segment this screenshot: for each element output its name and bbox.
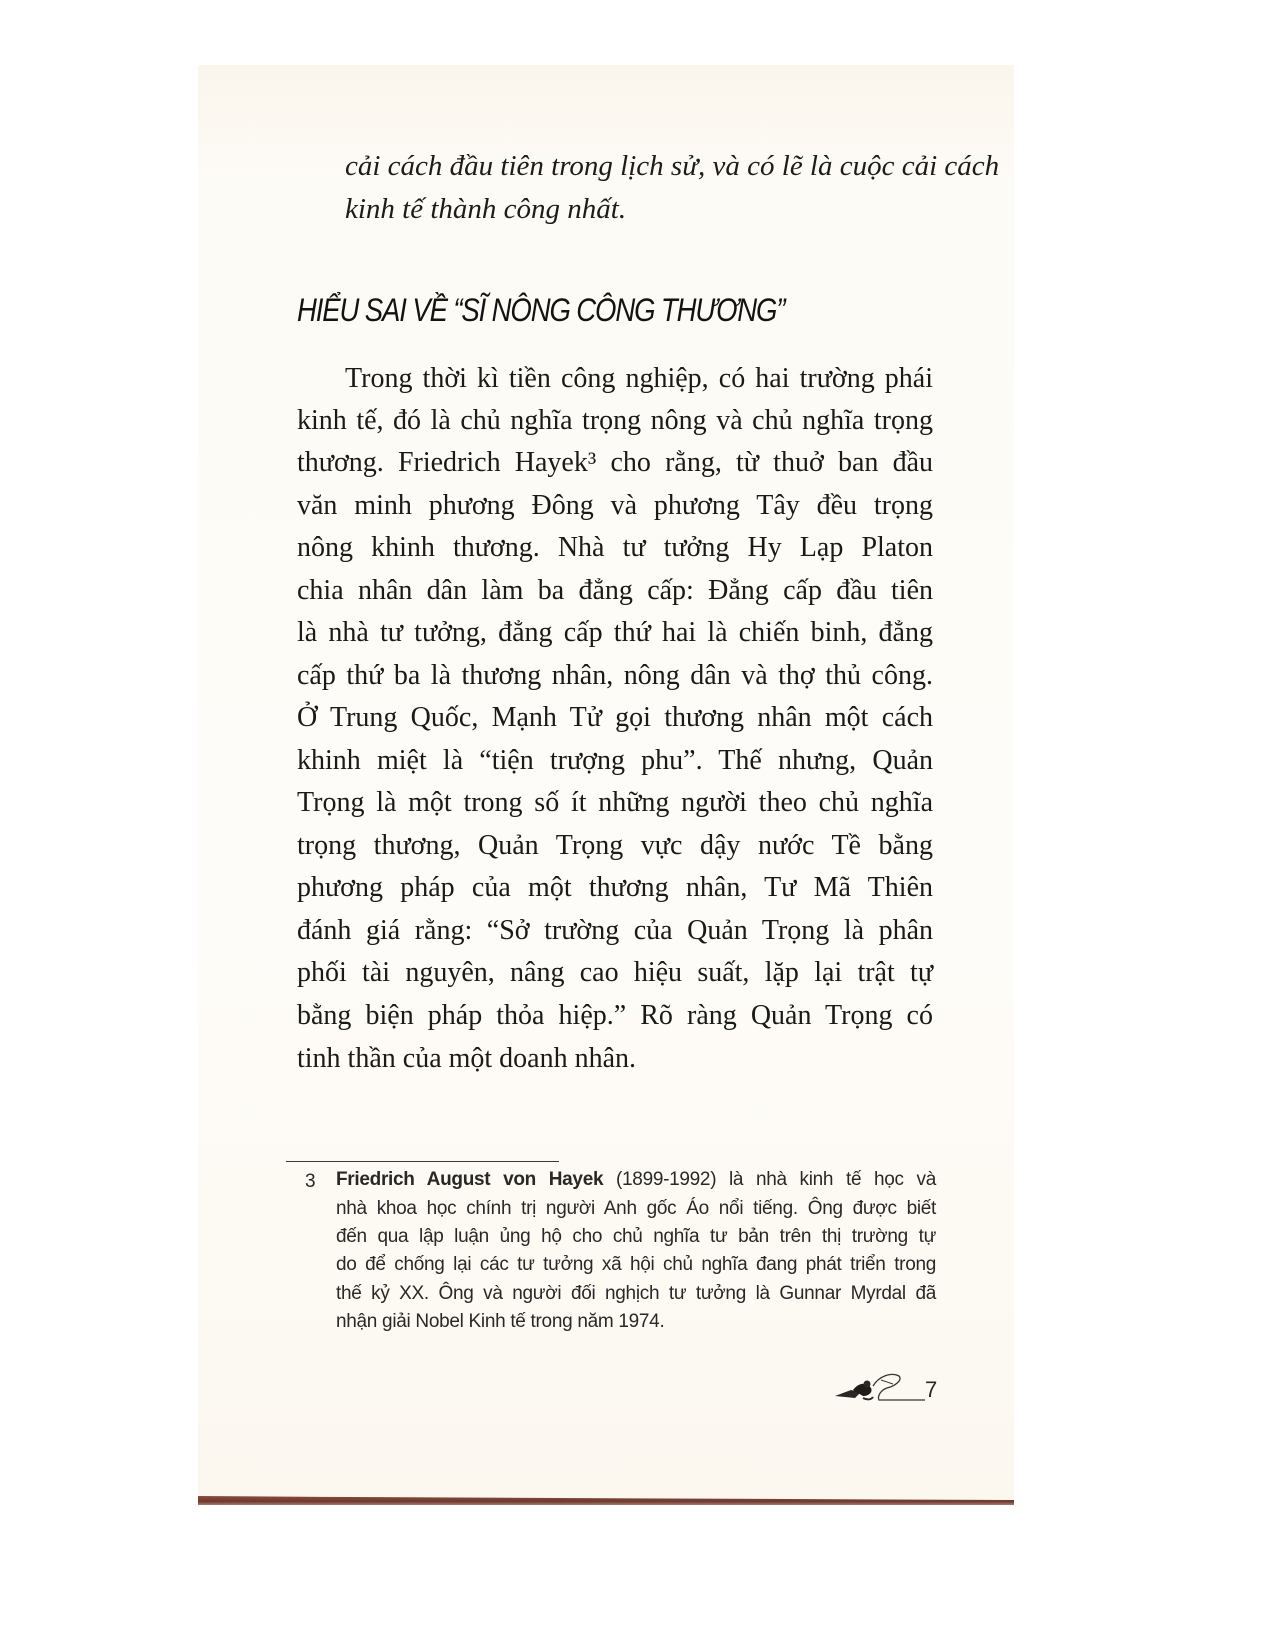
section-heading: HIỂU SAI VỀ “SĨ NÔNG CÔNG THƯƠNG” xyxy=(297,292,785,328)
footnote-line: nhận giải Nobel Kinh tế trong năm 1974. xyxy=(336,1311,665,1332)
paragraph-line: nông khinh thương. Nhà tư tưởng Hy Lạp Platon xyxy=(297,532,933,563)
paragraph-line: phối tài nguyên, nâng cao hiệu suất, lặp lại trật tự xyxy=(297,957,933,988)
paragraph-line: tinh thần của một doanh nhân. xyxy=(297,1043,637,1074)
paragraph-line: văn minh phương Đông và phương Tây đều trọng xyxy=(297,490,933,521)
footnote-line: thế kỷ XX. Ông và người đối nghịch tư tưởng là Gunnar Myrdal đã xyxy=(336,1283,936,1304)
page-number: 7 xyxy=(925,1377,938,1402)
paragraph-line: thương. Friedrich Hayek³ cho rằng, từ thuở ban đầu xyxy=(297,447,933,478)
footnote-line: nhà khoa học chính trị người Anh gốc Áo nổi tiếng. Ông được biết xyxy=(336,1198,936,1219)
paragraph-line: kinh tế, đó là chủ nghĩa trọng nông và chủ nghĩa trọng xyxy=(297,405,933,436)
paragraph-line: trọng thương, Quản Trọng vực dậy nước Tề bằng xyxy=(297,830,933,861)
carryover-line: cải cách đầu tiên trong lịch sử, và có lẽ là cuộc cải cách xyxy=(345,150,1000,182)
paragraph-line: Trong thời kì tiền công nghiệp, có hai trường phái xyxy=(345,363,933,394)
paragraph-line: bằng biện pháp thỏa hiệp.” Rõ ràng Quản Trọng có xyxy=(297,1000,933,1031)
calligraphy-brush-flourish-icon xyxy=(833,1370,931,1406)
paragraph-line: là nhà tư tưởng, đẳng cấp thứ hai là chiến binh, đẳng xyxy=(297,617,933,648)
footnote-line xyxy=(336,1169,936,1191)
footnote-name: Friedrich August von Hayek xyxy=(336,1169,604,1190)
paragraph-line: Ở Trung Quốc, Mạnh Tử gọi thương nhân một cách xyxy=(297,702,933,733)
footnote-marker: 3 xyxy=(305,1171,316,1192)
paragraph-line: cấp thứ ba là thương nhân, nông dân và thợ thủ công. xyxy=(297,660,933,691)
paragraph-line: khinh miệt là “tiện trượng phu”. Thế nhưng, Quản xyxy=(297,745,933,776)
footnote-first-line-rest: (1899-1992) là nhà kinh tế học và xyxy=(603,1169,936,1190)
footnote-line: do để chống lại các tư tưởng xã hội chủ nghĩa đang phát triển trong xyxy=(336,1254,936,1275)
footnote-separator xyxy=(286,1161,559,1162)
carryover-line: kinh tế thành công nhất. xyxy=(345,193,627,225)
footnote-line: đến qua lập luận ủng hộ cho chủ nghĩa tư bản trên thị trường tự xyxy=(336,1226,936,1247)
paragraph-line: chia nhân dân làm ba đẳng cấp: Đẳng cấp đầu tiên xyxy=(297,575,933,606)
paragraph-line: đánh giá rằng: “Sở trường của Quản Trọng là phân xyxy=(297,915,933,946)
paragraph-line: phương pháp của một thương nhân, Tư Mã Thiên xyxy=(297,872,933,903)
paragraph-line: Trọng là một trong số ít những người theo chủ nghĩa xyxy=(297,787,933,818)
